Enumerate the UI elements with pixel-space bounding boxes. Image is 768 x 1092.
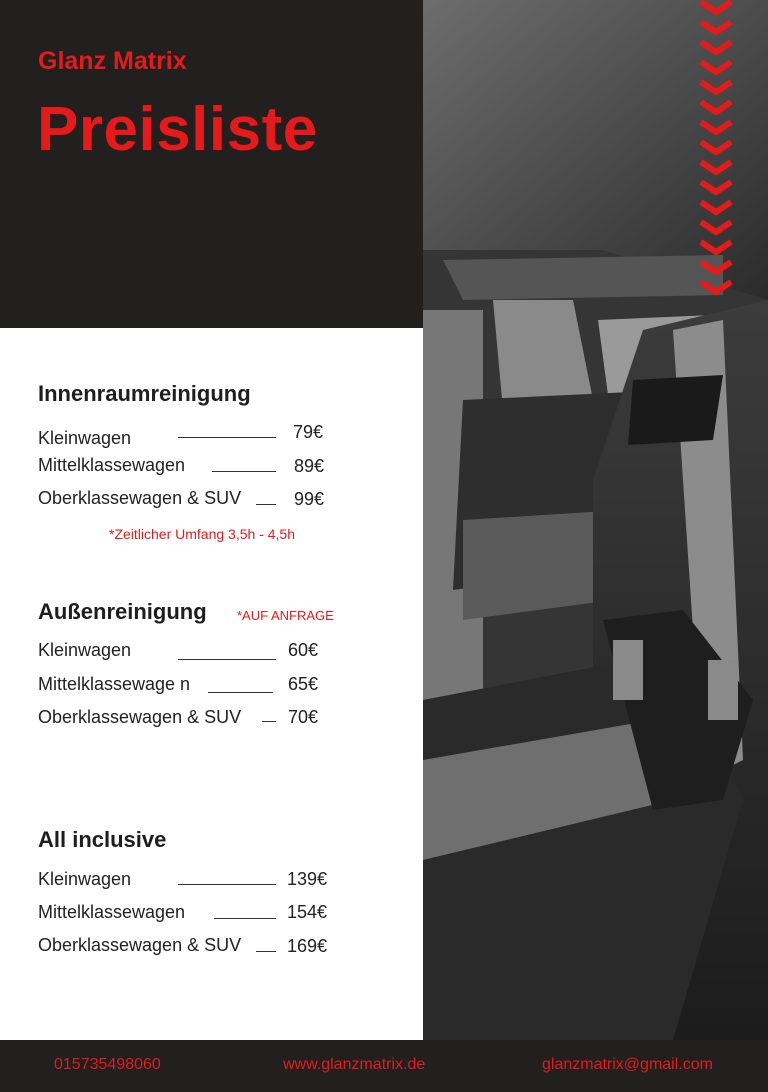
- section-title-aussen: Außenreinigung: [38, 599, 207, 624]
- section-title-all-inclusive: All inclusive: [38, 827, 167, 852]
- chevron-down-icon: [698, 0, 734, 310]
- price-label: Kleinwagen: [38, 640, 132, 660]
- footer-phone[interactable]: 015735498060: [54, 1056, 161, 1073]
- price-value: 89€: [294, 456, 325, 476]
- price-label: Kleinwagen: [38, 869, 132, 889]
- footer-bar: [0, 1040, 768, 1092]
- leader-line: [256, 504, 276, 505]
- inquiry-tag: *AUF ANFRAGE: [237, 608, 334, 623]
- leader-line: [178, 437, 276, 438]
- price-value: 99€: [294, 489, 325, 509]
- header-panel: [0, 0, 423, 328]
- price-label: Oberklassewagen & SUV: [38, 935, 242, 955]
- brand-name: Glanz Matrix: [38, 47, 187, 75]
- price-label: Mittelklassewage n: [38, 674, 191, 694]
- leader-line: [214, 918, 276, 919]
- leader-line: [208, 692, 273, 693]
- footer-email-link[interactable]: glanzmatrix@gmail.com: [542, 1056, 713, 1073]
- leader-line: [178, 884, 276, 885]
- price-value: 169€: [287, 936, 328, 956]
- footer-website-link[interactable]: www.glanzmatrix.de: [283, 1056, 426, 1073]
- leader-line: [256, 951, 276, 952]
- time-note: *Zeitlicher Umfang 3,5h - 4,5h: [109, 526, 295, 542]
- section-title-innenraum: Innenraumreinigung: [38, 381, 251, 406]
- price-value: 154€: [287, 902, 328, 922]
- price-label: Mittelklassewagen: [38, 455, 186, 475]
- price-value: 79€: [293, 422, 324, 442]
- leader-line: [212, 471, 276, 472]
- price-value: 70€: [288, 707, 319, 727]
- price-value: 60€: [288, 640, 319, 660]
- price-label: Mittelklassewagen: [38, 902, 186, 922]
- price-label: Oberklassewagen & SUV: [38, 488, 242, 508]
- price-label: Kleinwagen: [38, 428, 132, 448]
- page-title: Preisliste: [37, 95, 318, 164]
- leader-line: [178, 659, 276, 660]
- price-value: 65€: [288, 674, 319, 694]
- price-label: Oberklassewagen & SUV: [38, 707, 242, 727]
- price-value: 139€: [287, 869, 328, 889]
- car-interior-photo: [423, 0, 768, 1040]
- leader-line: [262, 721, 276, 722]
